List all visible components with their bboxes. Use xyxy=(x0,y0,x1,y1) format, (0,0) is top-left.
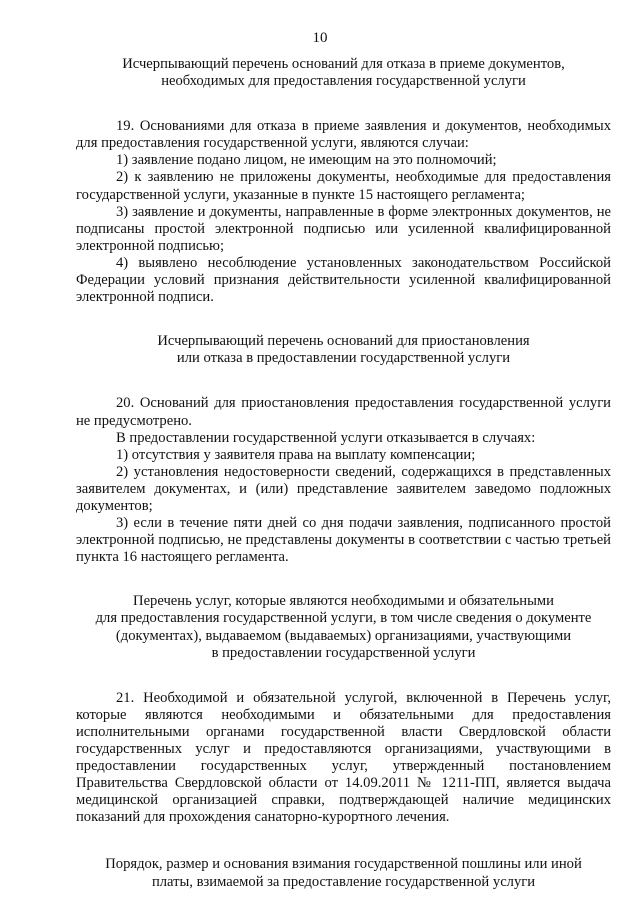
paragraph-20: 20. Оснований для приостановления предоставления государственной услуги не предусмотрено. xyxy=(76,395,611,429)
heading-line: Исчерпывающий перечень оснований для приостановления xyxy=(157,333,530,350)
page-number: 10 xyxy=(312,30,328,46)
heading-line: или отказа в предоставлении государственной услуги xyxy=(176,350,511,367)
heading-line: (документах), выдаваемом (выдаваемых) организациями, участвующими xyxy=(115,627,572,644)
heading-line: для предоставления государственной услуги, в том числе сведения о документе xyxy=(95,610,592,627)
list-item: 1) отсутствия у заявителя права на выплату компенсации; xyxy=(116,446,476,463)
heading-line: в предоставлении государственной услуги xyxy=(211,644,476,661)
list-item: 4) выявлено несоблюдение установленных законодательством Российской Федерации условий признания действительности усиленной квалифицированной электронной подписи. xyxy=(76,254,611,306)
heading-line: платы, взимаемой за предоставление государственной услуги xyxy=(151,873,536,890)
heading-line: Порядок, размер и основания взимания государственной пошлины или иной xyxy=(105,856,582,873)
paragraph-21: 21. Необходимой и обязательной услугой, включенной в Перечень услуг, которые являются необходимыми и обязательными для предоставления исполнительными органами государственной власти Свердловской области государственных услуг и предоставляются организациями, участвующими в предоставлении государственных услуг, утвержденный постановлением Правительства Свердловской области от 14.09.2011 № 1211-ПП, является выдача медицинской организацией справки, подтверждающей наличие медицинских показаний для прохождения санаторно-курортного лечения. xyxy=(76,689,611,826)
heading-line: Перечень услуг, которые являются необходимыми и обязательными xyxy=(133,593,554,610)
document-body xyxy=(76,56,611,891)
list-item: 3) заявление и документы, направленные в форме электронных документов, не подписаны простой электронной подписью или усиленной квалифицированной электронной подписью; xyxy=(76,203,611,254)
list-item: 1) заявление подано лицом, не имеющим на это полномочий; xyxy=(116,152,497,169)
section-heading-required-services xyxy=(76,593,611,661)
section-heading-refusal-acceptance xyxy=(76,56,611,90)
section-heading-suspension-refusal xyxy=(76,333,611,367)
list-item: 2) к заявлению не приложены документы, необходимые для предоставления государственной услуги, указанные в пункте 15 настоящего регламента; xyxy=(76,169,611,203)
section-heading-state-fee xyxy=(76,856,611,890)
list-item: 2) установления недостоверности сведений, содержащихся в представленных заявителем документах, и (или) представление заявителем заведомо подложных документов; xyxy=(76,463,611,514)
paragraph-19: 19. Основаниями для отказа в приеме заявления и документов, необходимых для предоставления государственной услуги, являются случаи: xyxy=(76,118,611,152)
heading-line: Исчерпывающий перечень оснований для отказа в приеме документов, xyxy=(122,56,565,72)
paragraph-text: В предоставлении государственной услуги отказывается в случаях: xyxy=(116,429,536,446)
heading-line: необходимых для предоставления государственной услуги xyxy=(161,73,526,90)
list-item: 3) если в течение пяти дней со дня подачи заявления, подписанного простой электронной подписью, не представлены документы в соответствии с частью третьей пункта 16 настоящего регламента. xyxy=(76,515,611,566)
